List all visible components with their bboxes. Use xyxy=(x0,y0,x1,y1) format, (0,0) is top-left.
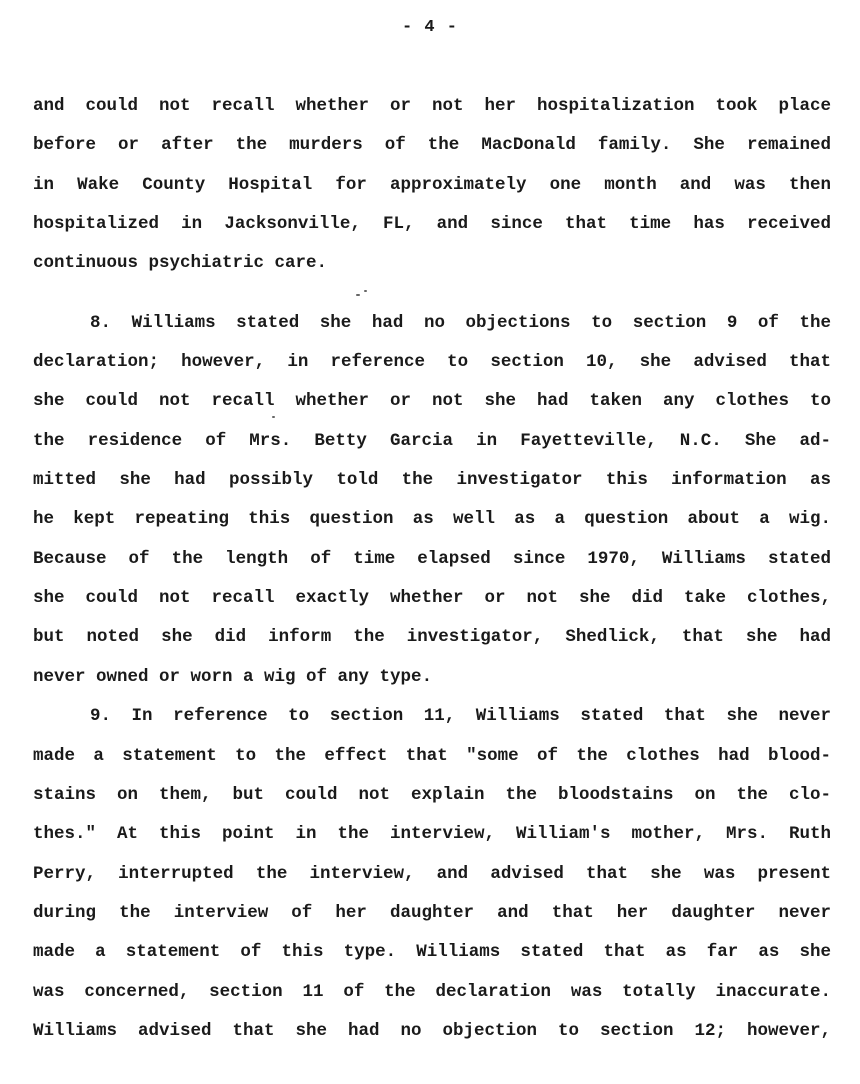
text-line: never owned or worn a wig of any type. xyxy=(33,666,433,687)
text-line: he kept repeating this question as well as a question about a wig. xyxy=(33,509,831,530)
text-line: before or after the murders of the MacDonald family. She remained xyxy=(33,135,831,156)
text-line: made a statement to the effect that "some of the clothes had blood- xyxy=(33,745,831,766)
text-line: declaration; however, in reference to section 10, she advised that xyxy=(33,352,831,373)
scan-speck xyxy=(272,416,275,418)
paragraph-continuation xyxy=(33,87,831,284)
text-line: mitted she had possibly told the investigator this information as xyxy=(33,470,831,491)
text-line: Perry, interrupted the interview, and advised that she was present xyxy=(33,863,831,884)
text-line: stains on them, but could not explain the bloodstains on the clo- xyxy=(33,784,831,805)
text-line: 8. Williams stated she had no objections to section 9 of the xyxy=(90,312,831,333)
text-line: the residence of Mrs. Betty Garcia in Fayetteville, N.C. She ad- xyxy=(33,430,831,451)
text-line: she could not recall whether or not she had taken any clothes to xyxy=(33,391,831,412)
text-line: Because of the length of time elapsed since 1970, Williams stated xyxy=(33,548,831,569)
text-line: and could not recall whether or not her hospitalization took place xyxy=(33,96,831,116)
paragraph-8 xyxy=(33,304,831,697)
text-line: Williams advised that she had no objection to section 12; however, xyxy=(33,1020,831,1041)
text-line: made a statement of this type. Williams stated that as far as she xyxy=(33,942,831,963)
scan-speck xyxy=(364,290,367,292)
text-line: during the interview of her daughter and that her daughter never xyxy=(33,902,831,923)
text-line: in Wake County Hospital for approximately one month and was then xyxy=(33,174,831,195)
text-line: 9. In reference to section 11, Williams stated that she never xyxy=(90,706,831,727)
text-line: thes." At this point in the interview, William's mother, Mrs. Ruth xyxy=(33,824,831,845)
text-line: hospitalized in Jacksonville, FL, and since that time has received xyxy=(33,214,831,235)
text-line: was concerned, section 11 of the declaration was totally inaccurate. xyxy=(33,981,831,1002)
scan-speck xyxy=(356,294,360,296)
text-line: she could not recall exactly whether or not she did take clothes, xyxy=(33,588,831,609)
paragraph-9 xyxy=(33,697,831,1051)
text-line: continuous psychiatric care. xyxy=(33,253,328,274)
text-line: but noted she did inform the investigator, Shedlick, that she had xyxy=(33,627,831,648)
page-number: - 4 - xyxy=(401,18,458,37)
document-body xyxy=(33,87,831,1051)
